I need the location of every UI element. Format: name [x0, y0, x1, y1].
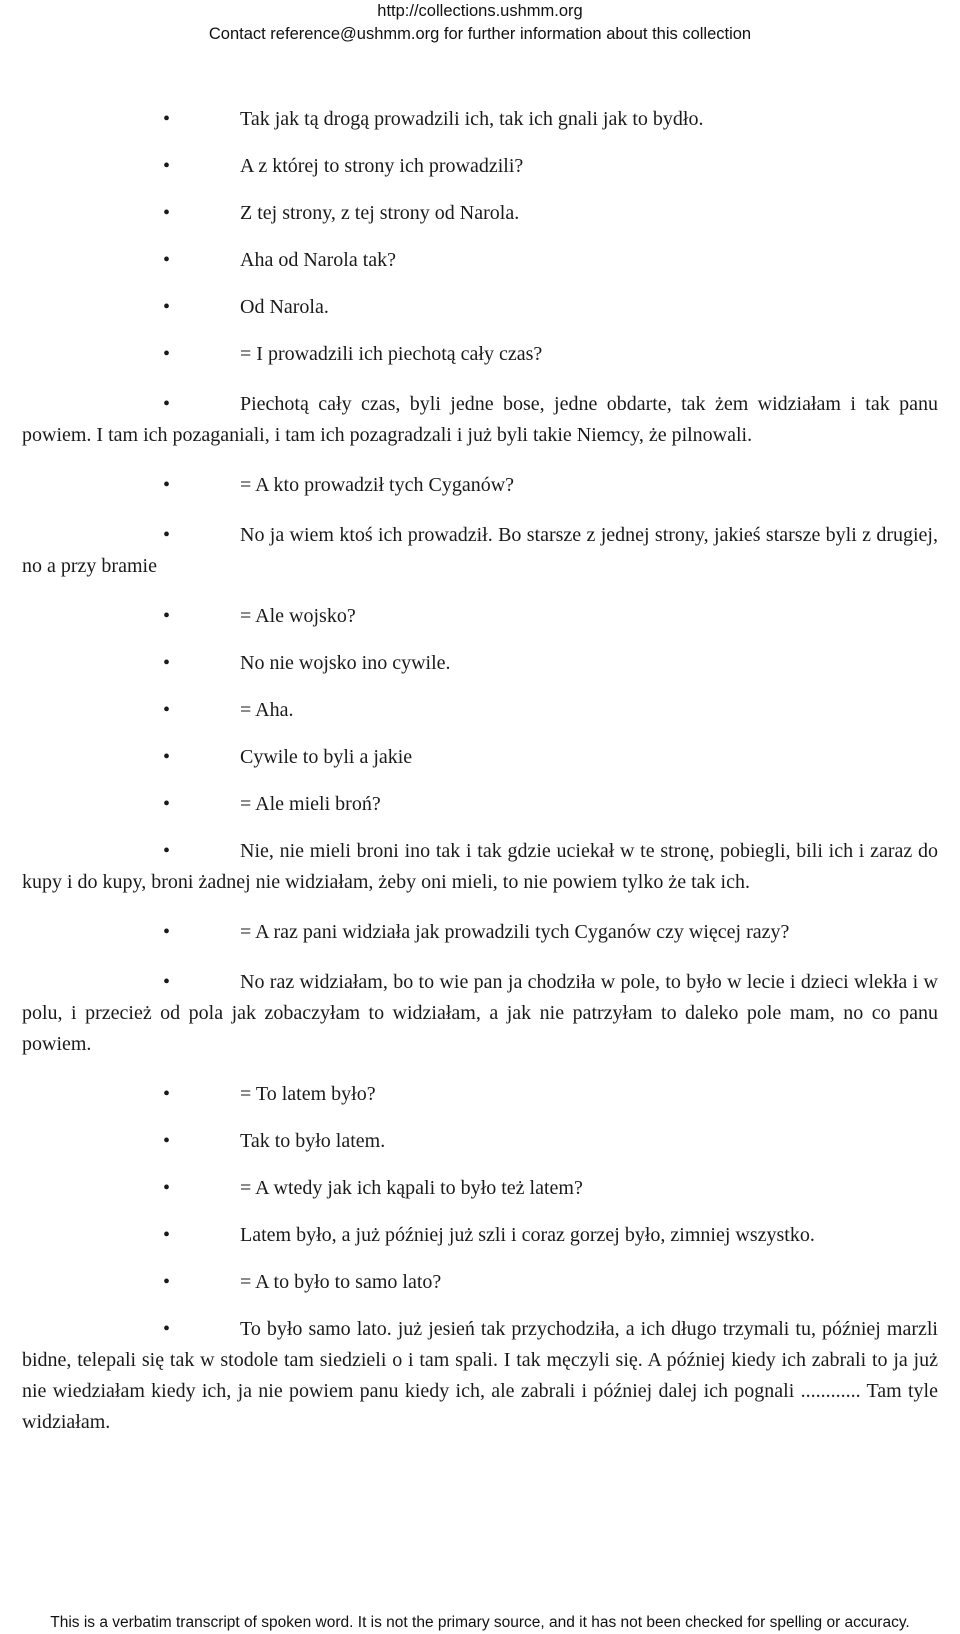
bullet-icon: •: [163, 524, 171, 546]
bullet-icon: •: [163, 921, 171, 943]
bullet-icon: •: [163, 202, 171, 224]
bullet-icon: •: [163, 746, 171, 768]
transcript-entry: [0, 917, 960, 948]
transcript-entry: [0, 292, 960, 323]
entry-text: Piechotą cały czas, byli jedne bose, jedne obdarte, tak żem widziałam i tak panu powiem. I tam ich pozaganiali, i tam ich pozagradzali i już byli takie Niemcy, że pilnowali.: [22, 393, 938, 446]
entry-text: Tak to było latem.: [240, 1130, 386, 1152]
bullet-icon: •: [163, 296, 171, 318]
contact-line: Contact reference@ushmm.org for further information about this collection: [208, 25, 752, 43]
transcript-entry: [0, 742, 960, 773]
entry-text: = Ale wojsko?: [240, 605, 356, 627]
entry-text: No ja wiem ktoś ich prowadził. Bo starsze z jednej strony, jakieś starsze byli z drugiej, no a przy bramie: [22, 524, 938, 577]
bullet-icon: •: [163, 393, 171, 415]
bullet-icon: •: [163, 108, 171, 130]
transcript-entry: [0, 339, 960, 370]
transcript-entry: [0, 695, 960, 726]
entry-text: = A wtedy jak ich kąpali to było też latem?: [240, 1177, 583, 1199]
entry-text: = Ale mieli broń?: [240, 793, 381, 815]
bullet-icon: •: [163, 652, 171, 674]
transcript-entry: [0, 389, 960, 451]
entry-text: No raz widziałam, bo to wie pan ja chodziła w pole, to było w lecie i dzieci wlekła i w polu, i przecież od pola jak zobaczyłam to widziałam, a jak nie patrzyłam to daleko pole mam, no co panu powiem.: [22, 971, 938, 1055]
bullet-icon: •: [163, 1130, 171, 1152]
transcript-entry: [0, 1314, 960, 1438]
bullet-icon: •: [163, 605, 171, 627]
entry-text: A z której to strony ich prowadzili?: [240, 155, 524, 177]
transcript-entry: [0, 245, 960, 276]
entry-text: Cywile to byli a jakie: [240, 746, 413, 768]
bullet-icon: •: [163, 840, 171, 862]
transcript-entry: [0, 198, 960, 229]
transcript-entry: [0, 1267, 960, 1298]
transcript-disclaimer: This is a verbatim transcript of spoken word. It is not the primary source, and it has not been checked for spelling or accuracy.: [50, 1614, 910, 1631]
transcript-entry: [0, 967, 960, 1060]
entry-text: = A kto prowadził tych Cyganów?: [240, 474, 515, 496]
transcript-entry: [0, 836, 960, 898]
bullet-icon: •: [163, 971, 171, 993]
transcript-entry: [0, 1220, 960, 1251]
entry-text: Aha od Narola tak?: [240, 249, 397, 271]
bullet-icon: •: [163, 1177, 171, 1199]
transcript-entry: [0, 601, 960, 632]
bullet-icon: •: [163, 1083, 171, 1105]
entry-text: = To latem było?: [240, 1083, 376, 1105]
bullet-icon: •: [163, 699, 171, 721]
transcript-entry: [0, 104, 960, 135]
bullet-icon: •: [163, 155, 171, 177]
transcript-entry: [0, 648, 960, 679]
transcript-entry: [0, 1126, 960, 1157]
collection-url[interactable]: http://collections.ushmm.org: [377, 2, 583, 20]
page-header: [0, 0, 960, 46]
entry-text: = Aha.: [240, 699, 294, 721]
bullet-icon: •: [163, 474, 171, 496]
entry-text: No nie wojsko ino cywile.: [240, 652, 451, 674]
transcript-entry: [0, 520, 960, 582]
transcript-body: [0, 104, 960, 1438]
entry-text: Latem było, a już później już szli i coraz gorzej było, zimniej wszystko.: [240, 1224, 815, 1246]
entry-text: Od Narola.: [240, 296, 329, 318]
bullet-icon: •: [163, 343, 171, 365]
bullet-icon: •: [163, 249, 171, 271]
entry-text: = A raz pani widziała jak prowadzili tych Cyganów czy więcej razy?: [240, 921, 790, 943]
bullet-icon: •: [163, 1318, 171, 1340]
bullet-icon: •: [163, 1224, 171, 1246]
page-footer: [0, 1612, 960, 1634]
transcript-entry: [0, 151, 960, 182]
transcript-entry: [0, 789, 960, 820]
transcript-entry: [0, 1173, 960, 1204]
transcript-entry: [0, 1079, 960, 1110]
transcript-entry: [0, 470, 960, 501]
entry-text: Z tej strony, z tej strony od Narola.: [240, 202, 520, 224]
entry-text: To było samo lato. już jesień tak przychodziła, a ich długo trzymali tu, później marzli bidne, telepali się tak w stodole tam siedzieli o i tam spali. I tak męczyli się. A później kiedy ich zabrali to ja już nie wiedziałam kiedy ich, ja nie powiem panu kiedy ich, ale zabrali i później dalej ich pognali ............ Tam tyle widziałam.: [22, 1318, 938, 1433]
entry-text: Nie, nie mieli broni ino tak i tak gdzie uciekał w te stronę, pobiegli, bili ich i zaraz do kupy i do kupy, broni żadnej nie widziałam, żeby oni mieli, to nie powiem tylko że tak ich.: [22, 840, 938, 893]
entry-text: = I prowadzili ich piechotą cały czas?: [240, 343, 543, 365]
entry-text: = A to było to samo lato?: [240, 1271, 442, 1293]
entry-text: Tak jak tą drogą prowadzili ich, tak ich gnali jak to bydło.: [240, 108, 704, 130]
bullet-icon: •: [163, 1271, 171, 1293]
bullet-icon: •: [163, 793, 171, 815]
